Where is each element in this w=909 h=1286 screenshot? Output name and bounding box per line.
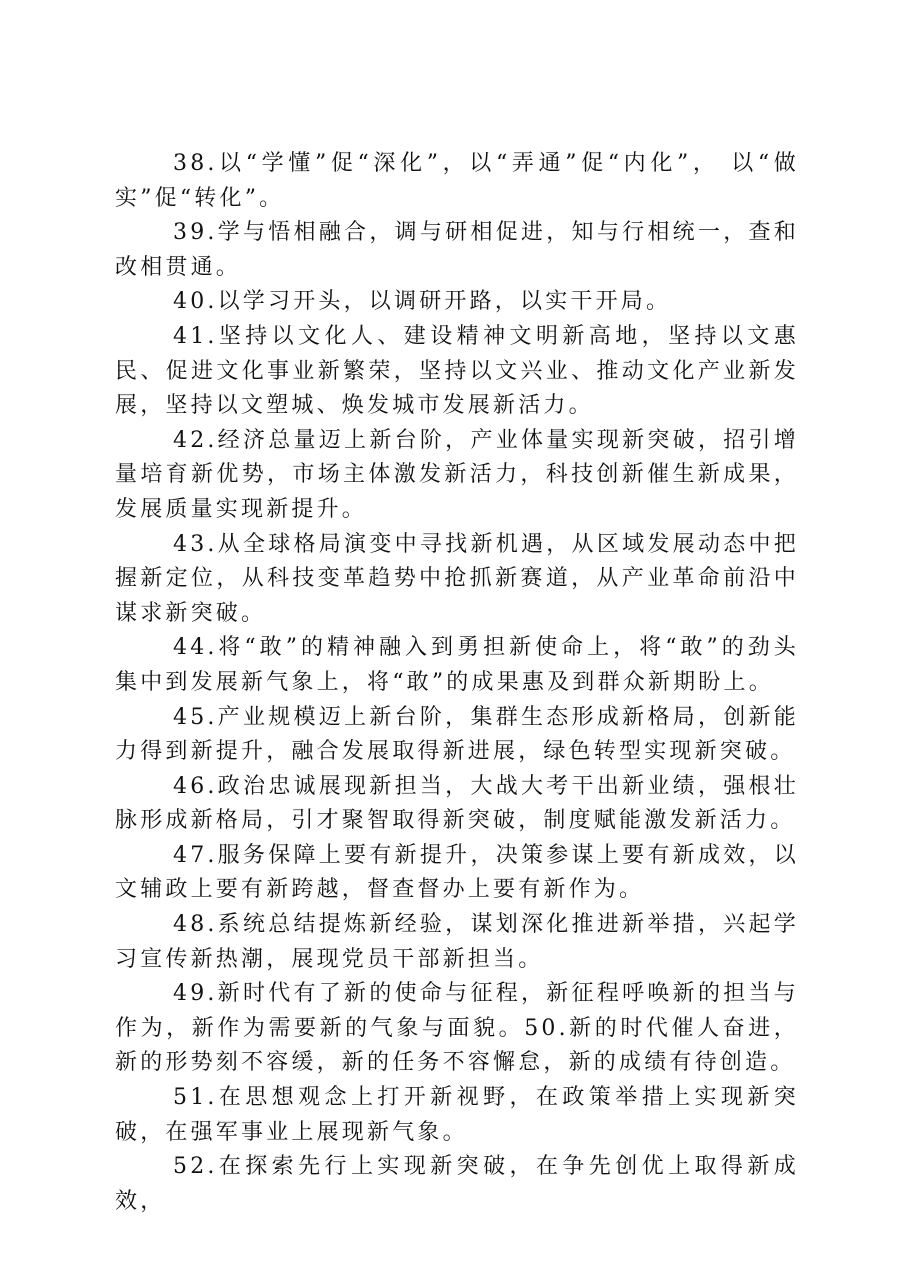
document-body: [115, 147, 799, 1219]
paragraph-40: 40.以学习开头，以调研开路，以实干开局。: [173, 289, 672, 315]
paragraph-39: 39.学与悟相融合，调与研相促进，知与行相统一，查和改相贯通。: [115, 220, 799, 280]
paragraph-49-50: 49.新时代有了新的使命与征程，新征程呼唤新的担当与作为，新作为需要新的气象与面貌。50.新的时代催人奋进，新的形势刻不容缓，新的任务不容懈怠，新的成绩有待创造。: [115, 981, 799, 1076]
paragraph-44: 44.将“敢”的精神融入到勇担新使命上，将“敢”的劲头集中到发展新气象上，将“敢”的成果惠及到群众新期盼上。: [115, 635, 799, 695]
paragraph-38: 38.以“学懂”促“深化”，以“弄通”促“内化”， 以“做实”促“转化”。: [115, 151, 799, 211]
paragraph-46: 46.政治忠诚展现新担当，大战大考干出新业绩，强根壮脉形成新格局，引才聚智取得新突破，制度赋能激发新活力。: [115, 773, 799, 834]
paragraph-47: 47.服务保障上要有新提升，决策参谋上要有新成效，以文辅政上要有新跨越，督查督办上要有新作为。: [115, 842, 799, 903]
paragraph-52: 52.在探索先行上实现新突破，在争先创优上取得新成效，: [115, 1154, 799, 1214]
paragraph-51: 51.在思想观念上打开新视野，在政策举措上实现新突破，在强军事业上展现新气象。: [115, 1085, 799, 1145]
paragraph-45: 45.产业规模迈上新台阶，集群生态形成新格局，创新能力得到新提升，融合发展取得新进展，绿色转型实现新突破。: [115, 704, 799, 765]
paragraph-48: 48.系统总结提炼新经验，谋划深化推进新举措，兴起学习宣传新热潮，展现党员干部新担当。: [115, 912, 799, 972]
paragraph-42: 42.经济总量迈上新台阶，产业体量实现新突破，招引增量培育新优势，市场主体激发新活力，科技创新催生新成果，发展质量实现新提升。: [115, 427, 799, 522]
paragraph-43: 43.从全球格局演变中寻找新机遇，从区域发展动态中把握新定位，从科技变革趋势中抢抓新赛道，从产业革命前沿中谋求新突破。: [115, 531, 799, 626]
paragraph-41: 41.坚持以文化人、建设精神文明新高地，坚持以文惠民、促进文化事业新繁荣，坚持以文兴业、推动文化产业新发展，坚持以文塑城、焕发城市发展新活力。: [115, 323, 799, 419]
